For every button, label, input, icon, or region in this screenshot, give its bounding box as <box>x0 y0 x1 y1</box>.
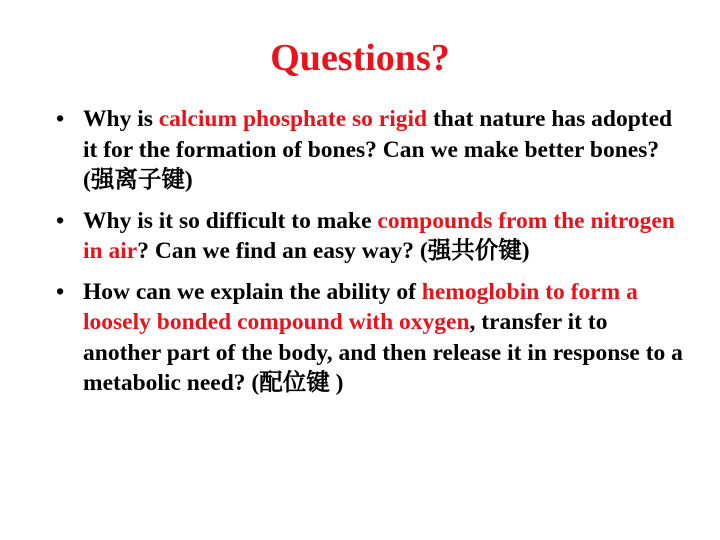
bullet-item-nitrogen <box>56 206 684 267</box>
text-segment: Why is <box>83 106 159 132</box>
bullet-text <box>83 106 672 193</box>
highlighted-phrase: compounds from the nitrogen in air <box>83 207 675 264</box>
bullet-item-bone <box>56 104 684 196</box>
highlighted-phrase: calcium phosphate so rigid <box>158 106 428 132</box>
text-segment: that nature has adopted it for the formation of bones? Can we make better bones? (强离子键) <box>83 106 673 193</box>
bullet-marker: • <box>56 278 65 305</box>
text-segment: Why is it so difficult to make <box>83 207 378 234</box>
text-segment: ? Can we find an easy way? (强共价键) <box>137 238 530 264</box>
bullet-text <box>83 208 675 265</box>
text-segment: How can we explain the ability of <box>83 278 422 305</box>
highlighted-phrase: hemoglobin to form a loosely bonded compound with oxygen <box>83 278 638 335</box>
text-segment: , transfer it to another part of the body, and then release it in response to a metabolic need? (配位键 ) <box>83 309 683 396</box>
bullet-item-hemoglobin <box>56 277 684 399</box>
bullet-marker: • <box>56 207 65 234</box>
slide-title: Questions? <box>270 37 450 79</box>
bullet-list <box>56 104 684 409</box>
bullet-marker: • <box>56 106 65 132</box>
bullet-text <box>83 279 683 397</box>
